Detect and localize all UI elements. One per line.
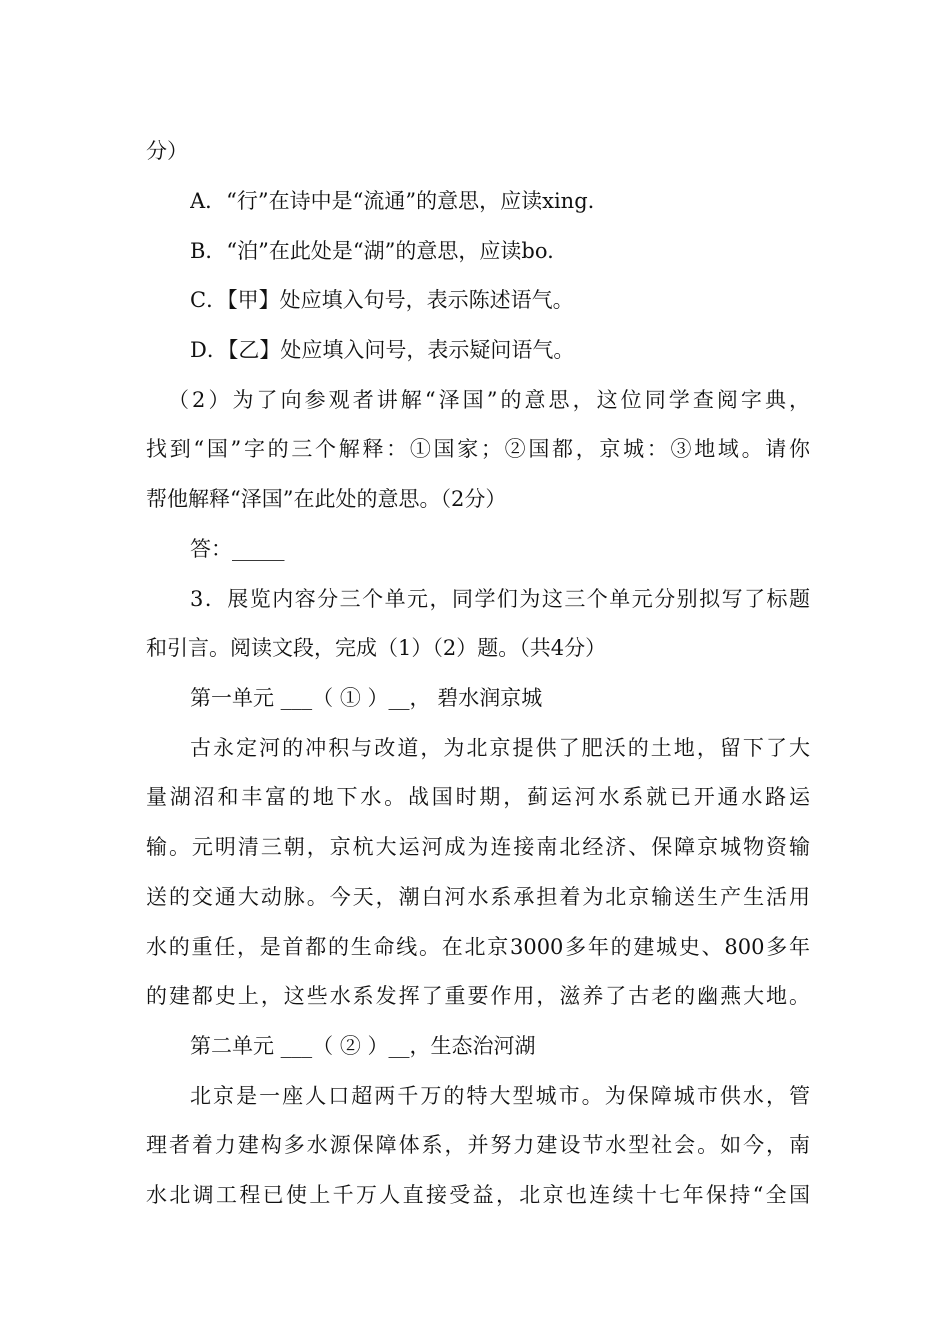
unit-2-paragraph-line-2: 理者着力建构多水源保障体系，并努力建设节水型社会。如今，南: [146, 1133, 810, 1157]
answer-blank: 答：_____: [190, 537, 285, 561]
unit-1-title: 第一单元 ___（ ① ）__， 碧水润京城: [190, 686, 543, 710]
question-2-line-3: 帮他解释“泽国”在此处的意思。（2分）: [146, 487, 507, 511]
unit-1-paragraph-line-6: 的建都史上，这些水系发挥了重要作用，滋养了古老的幽燕大地。: [146, 984, 810, 1008]
option-b: B．“泊”在此处是“湖”的意思，应读bo.: [190, 239, 554, 263]
question-3-line-1: 3．展览内容分三个单元，同学们为这三个单元分别拟写了标题: [190, 587, 810, 611]
text-line-continuation: 分）: [146, 139, 188, 163]
question-2-line-2: 找到“国”字的三个解释：①国家；②国都，京城：③地域。请你: [146, 437, 810, 461]
unit-2-paragraph-line-1: 北京是一座人口超两千万的特大型城市。为保障城市供水，管: [190, 1084, 810, 1108]
unit-1-paragraph-line-5: 水的重任，是首都的生命线。在北京3000多年的建城史、800多年: [146, 935, 810, 959]
question-3-line-2: 和引言。阅读文段，完成（1）（2）题。（共4分）: [146, 636, 607, 660]
option-d: D．【乙】处应填入问号，表示疑问语气。: [190, 338, 575, 362]
unit-1-paragraph-line-1: 古永定河的冲积与改道，为北京提供了肥沃的土地，留下了大: [190, 736, 810, 760]
question-2-line-1: （2）为了向参观者讲解“泽国”的意思，这位同学查阅字典，: [168, 388, 810, 412]
unit-1-paragraph-line-3: 输。元明清三朝，京杭大运河成为连接南北经济、保障京城物资输: [146, 835, 810, 859]
unit-1-paragraph-line-2: 量湖沼和丰富的地下水。战国时期，蓟运河水系就已开通水路运: [146, 785, 810, 809]
unit-2-title: 第二单元 ___（ ② ）__，生态治河湖: [190, 1034, 536, 1058]
unit-1-paragraph-line-4: 送的交通大动脉。今天，潮白河水系承担着为北京输送生产生活用: [146, 885, 810, 909]
unit-2-paragraph-line-3: 水北调工程已使上千万人直接受益，北京也连续十七年保持“全国: [146, 1183, 810, 1207]
option-a: A．“行”在诗中是“流通”的意思，应读xing.: [190, 189, 595, 213]
option-c: C．【甲】处应填入句号，表示陈述语气。: [190, 288, 574, 312]
